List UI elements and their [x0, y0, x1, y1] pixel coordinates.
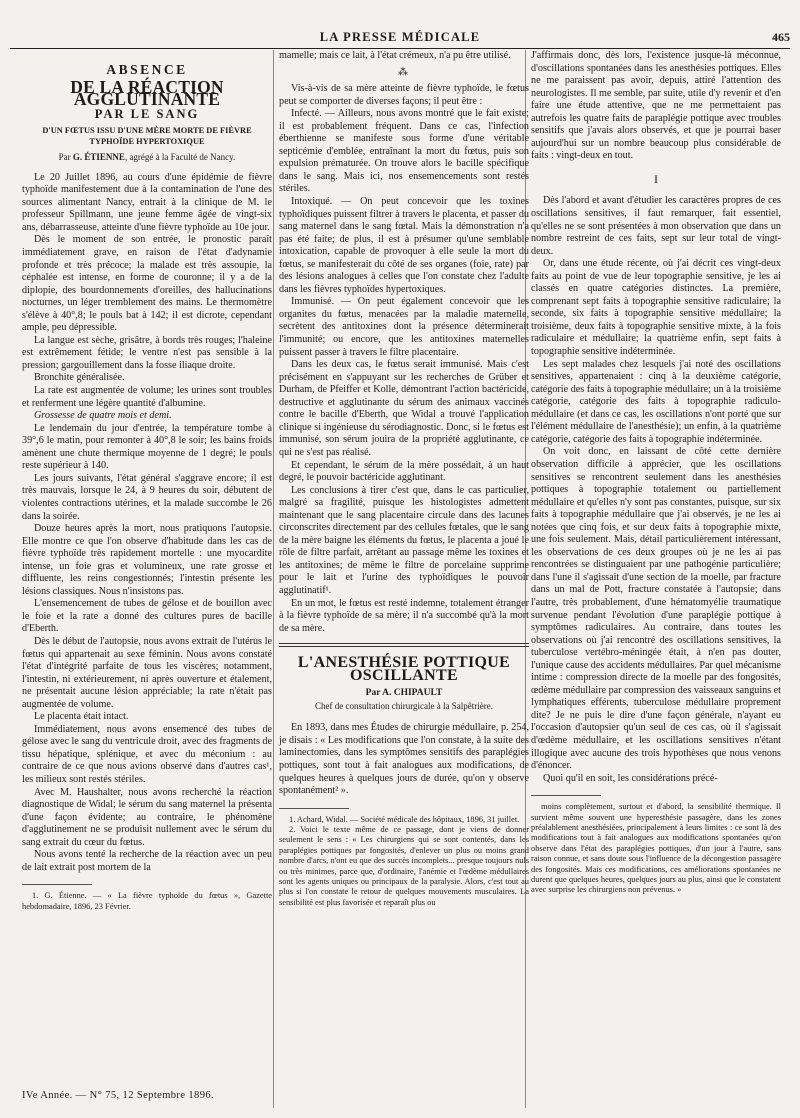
paragraph: Vis-à-vis de sa mère atteinte de fièvre typhoïde, le fœtus peut se comporter de diverses façons; il peut être : [279, 83, 529, 107]
footnote: moins complètement, surtout et d'abord, la sensibilité thermique. Il survient même souvent une hyperesthésie passagère, dans les zones préalablement anesthésiées, principalement à leurs limites : ce sont là des modifications tout à fait analogues aux modifications spontanées qu'on observe dans l'état des paraplégies pottiques, d'un jour à l'autre, sans raison connue, et sans doute sous l'influence de la décongestion passagère des fongosités. Mais ces modifications, ces améliorations spontanées ne durent que quelques heures, quelques jours au plus, ainsi que le constatent avec surprise les chirurgiens non prévenus. » [531, 802, 781, 895]
section-number: I [654, 171, 658, 186]
paragraph-immunise: Immunisé. — On peut également concevoir que les organites du fœtus, menacées par la maladie maternelle, secrètent des antitoxines dont la présence déterminerait l'immunité; ou encore, que les antitoxines maternelles puissent passer à travers le filtre placentaire. [279, 296, 529, 358]
paragraph: En 1893, dans mes Études de chirurgie médullaire, p. 254, je disais : « Les modifications que l'on constate, à la suite des laminectomies, dans les symptômes sensitifs des paraplégies pottiques, sont tout à fait analogues aux modifications, de quelques heures à quelques jours de durée, qu'on y observe spontanément² ». [279, 722, 529, 797]
paragraph: Et cependant, le sérum de la mère possédait, à un haut degré, le pouvoir bactéricide agglutinant. [279, 459, 529, 484]
footnote: 2. Voici le texte même de ce passage, dont je viens de donner seulement le sens : « Les chirurgiens qui se sont contentés, dans les paraplégies pottiques par fongosités, d'enlever un plus ou moins grand nombre d'arcs, n'ont eu que des succès incomplets... presque toujours nuls ou très minimes, parce que, d'ordinaire, l'anémie et l'œdème médullaires sont les agents uniques ou principaux de la paralysie. Alors, c'est tout au plus si l'on constate le retour de quelques mouvements musculaires. La sensibilité est plus favorisée et reparaît plus ou [279, 825, 529, 907]
footnote-rule [531, 795, 601, 796]
paragraph: Douze heures après la mort, nous pratiquons l'autopsie. Elle montre ce que l'on observe d'habitude dans les cas de fièvre typhoïde très rapidement mortelle : une myocardite intense, un foie gras et volumineux, une rate grosse et diffluente, les reins congestionnés; l'intestin présente les lésions classiques. Nous n'insistons pas. [22, 523, 272, 597]
column-2 [279, 50, 529, 908]
footnote-rule [279, 808, 349, 809]
issue-info: IVe Année. — N° 75, 12 Septembre 1896. [22, 1090, 215, 1101]
paragraph: Le lendemain du jour d'entrée, la température tombe à 39°,6 le matin, pour remonter à 40°,8 le soir; les bains froids amènent une chute thermique moyenne de 1 degré; le pouls reste supérieur à 140. [22, 422, 272, 472]
article2-title: L'ANESTHÉSIE POTTIQUE OSCILLANTE [297, 654, 511, 684]
paragraph: J'affirmais donc, dès lors, l'existence jusque-là méconnue, d'oscillations spontanées dans les anesthésies pottiques. Elles ne me paraissent pas avoir, depuis, attiré l'attention des neurologistes. Il me semble, par suite, utile d'y revenir et d'en faire une étude attentive, que ne me permettaient pas autrefois les quatre faits de paraplégie pottique avec troubles sensitifs que j'avais alors observés, et que je pourrai baser aujourd'hui sur un nombre beaucoup plus considérable de faits : vingt-deux en tout. [531, 50, 781, 162]
column-1 [22, 50, 272, 912]
article1-title-line2: DE LA RÉACTION AGGLUTINANTE [70, 76, 224, 110]
asterism-separator: ⁂ [398, 66, 410, 78]
paragraph: Dans les deux cas, le fœtus serait immunisé. Mais c'est précisément en s'appuyant sur les recherches de Grüber et Durham, de Pfeiffer et Kolle, démontrant l'action bactéricide, destructive et agglutinante du sérum des animaux vaccinés contre le bacille d'Eberth, que Widal a trouvé l'application clinique si ingénieuse du sérodiagnostic. Donc, si le fœtus est immunisé, son sérum jouira de la propriété agglutinante, ce qui ne s'est pas réalisé. [279, 359, 529, 458]
page-number: 465 [772, 30, 790, 44]
paragraph: Dès le moment de son entrée, le pronostic paraît immédiatement grave, en raison de l'état d'adynamie profonde et très précoce; la malade est très assoupie, la céphalée est intense, en forme de couronne; il y a de la diplopie, des bourdonnements d'oreilles, des hallucinations nocturnes, un léger tremblement des mains. Le thermomètre s'élève à 40°,8; le pouls bat à 142; il est dicrote, cependant ample, peu dépressible. [22, 234, 272, 334]
paragraph: Avec M. Haushalter, nous avons recherché la réaction diagnostique de Widal; le sérum du sang maternel la présenta d'une façon évidente; au contraire, le phénomène d'agglutinement ne se produisit nullement avec le sérum du sang extrait du cœur du fœtus. [22, 786, 272, 848]
issue-footer [22, 1090, 214, 1101]
paragraph: Quoi qu'il en soit, les considérations précé- [543, 772, 718, 784]
paragraph: On voit donc, en laissant de côté cette dernière observation difficile à apprécier, que les oscillations sensitives se rencontrent seulement dans les anesthésies pottiques à topographie totalement ou partiellement médullaire et qu'elles n'y sont pas constantes, puisque, sur six faits à topographie médullaire que j'ai observés, je ne les ai notées que cinq fois, et sur deux faits à topographie mixte, une fois seulement. Mais, détail particulièrement intéressant, les observations de ces deux groupes où je ne les ai pas rencontrées se distinguaient par une pathogénie particulière; dans l'une il s'agissait d'une section de la moelle, par fracture dans un mal de Pott, fracture constatée à l'autopsie; dans l'autre, très probablement, d'une hématomyélie traumatique survenue pendant l'évolution d'une paraplégie pottique à symptômes radiculaires. Au contraire, dans toutes les observations où j'ai rencontré des oscillations sensitives, la tuberculose vertébro-méningée était, à n'en pas douter, l'unique cause des accidents médullaires. Par quel mécanisme intime : compression directe de la moelle par des fongosités, œdème médullaire par compression des vaisseaux sanguins et lymphatiques efférents, tuberculose médullaire proprement dite? Je ne puis le dire d'une façon générale, n'ayant eu l'occasion d'autopsier qu'un seul de ces cas, où il s'agissait d'œdème médullaire, et les oscillations sensitives n'étant illogique avec aucune des trois hypothèses que nous venons d'énoncer. [531, 446, 781, 772]
paragraph-intoxique: Intoxiqué. — On peut concevoir que les toxines typhoïdiques puissent filtrer à travers le placenta, et passer du sang maternel dans le sang fœtal. Mais la démonstration n'a pas été faite; de plus, il est à présumer qu'une semblable intoxication, capable de provoquer à elle seule la mort du fœtus, se manifesterait du côté de ses organes (foie, rate) par des lésions analogues à celles que l'on constate chez l'adulte dans les fièvres typhoïdes hypertoxiques. [279, 196, 529, 295]
journal-title: LA PRESSE MÉDICALE [319, 30, 481, 44]
paragraph: Or, dans une étude récente, où j'ai décrit ces vingt-deux faits au point de vue de leur topographie sensitive, je les ai classés en quatre catégories distinctes. La première, comprenant sept faits à topographie sensitive radiculaire; la seconde, six faits à topographie sensitive médullaire; la troisième, deux faits à topographie sensitive mixte, à la fois radiculaire et médullaire; la quatrième enfin, sept faits à topographie sensitive indéterminée. [531, 258, 781, 358]
paragraph-infecte: Infecté. — Ailleurs, nous avons montré que le fait existe; il est probablement fréquent. Dans ce cas, l'infection éberthienne se manifeste sous forme d'une véritable septicémie d'emblée, entraînant la mort du fœtus, puis son expulsion prématurée. On trouve alors le bacille spécifique dans le sang. Mais ici, nos ensemencements sont restés stériles. [279, 108, 529, 195]
article1-title-line1: ABSENCE [106, 62, 188, 77]
byline-prefix: Par [58, 152, 71, 163]
article1-subtitle: D'UN FŒTUS ISSU D'UNE MÈRE MORTE DE FIÈVRE TYPHOÏDE HYPERTOXIQUE [42, 126, 252, 147]
paragraph: Le 20 Juillet 1896, au cours d'une épidémie de fièvre typhoïde manifestement due à la contamination de l'une des sources alimentant Nancy, entrait à la clinique de M. le professeur Spillmann, une jeune femme âgée de vingt-six ans, débarrasseuse, atteinte d'une fièvre typhoïde au 10e jour. [22, 171, 272, 233]
article2-byline: Par A. CHIPAULT [365, 688, 443, 699]
paragraph: En un mot, le fœtus est resté indemne, totalement étranger à la fièvre typhoïde de sa mère; il n'a succombé qu'à la mort de sa mère. [279, 597, 529, 634]
paragraph: Le placenta était intact. [34, 711, 129, 723]
paragraph: L'ensemencement de tubes de gélose et de bouillon avec le foie et la rate a donné des cultures pures de bacille d'Eberth. [22, 598, 272, 635]
article1-byline [22, 151, 272, 164]
paragraph: La rate est augmentée de volume; les urines sont troubles et renferment une légère quantité d'albumine. [22, 385, 272, 409]
paragraph: Immédiatement, nous avons ensemencé des tubes de gélose avec le sang du ventricule droit, avec des fragments de tissu hépatique, splénique, et avec du méconium : au contraire de ce que nous avions observé dans d'autres cas¹, les milieux sont restés stériles. [22, 723, 272, 785]
footnote: 1. G. Étienne. — « La fièvre typhoïde du fœtus », Gazette hebdomadaire, 1896, 23 Février. [22, 891, 272, 911]
paragraph: Les conclusions à tirer c'est que, dans le cas particulier, malgré sa fragilité, puisque les histologistes admettent maintenant que le sang placentaire circule dans des lacunes circonscrites directement par des cellules fœtales, que le sang de la mère baigne les éléments du fœtus, le placenta a joué le rôle de filtre parfait, arrêtant au passage même les toxines et les antitoxines; de même le filtre de porcelaine supprime pour le lait et l'urine des typhoïdiques le pouvoir agglutinatif¹. [279, 484, 529, 596]
header-rule [10, 48, 790, 49]
footnote-rule [22, 884, 92, 885]
footnote: 1. Achard, Widal. — Société médicale des hôpitaux, 1896, 31 juillet. [289, 814, 520, 824]
article1-title-line3: PAR LE SANG [94, 106, 200, 121]
paragraph: Bronchite généralisée. [34, 372, 125, 384]
article-separator [279, 643, 529, 647]
column-3 [531, 50, 781, 896]
paragraph: La langue est sèche, grisâtre, à bords très rouges; l'haleine est extrêmement fétide; le ventre n'est pas sensible à la pression; gargouillement dans la fosse iliaque droite. [22, 334, 272, 371]
column-divider [273, 50, 274, 1108]
paragraph: Les jours suivants, l'état général s'aggrave encore; il est très mauvais, lorsque le 24, à 9 heures du soir, débutent de violentes contractions utérines, et la malade succombe le 26 dans la soirée. [22, 472, 272, 522]
paragraph: Les sept malades chez lesquels j'ai noté des oscillations sensitives, appartenaient : cinq à la deuxième catégorie, catégorie des faits à topographie médullaire; un à la troisième catégorie, catégorie des faits à topographie radiculo-médullaire (et dans ce cas, les oscillations n'ont porté que sur l'élément médullaire de l'anesthésie); un enfin, à la quatrième catégorie, catégorie des faits à topographie indéterminée. [531, 358, 781, 445]
page-header [10, 4, 790, 44]
article1-author: G. ÉTIENNE [72, 152, 125, 163]
paragraph: Dès le début de l'autopsie, nous avons extrait de l'utérus le fœtus qui appartenait au sexe féminin. Nous avons constaté l'état d'intégrité parfaite de tous les viscères; notamment, l'intestin, ni extérieurement, ni après ouverture et étalement, ne présentait aucune lésion appréciable; la rate n'était pas augmentée de volume. [22, 635, 272, 710]
paragraph: Nous avons tenté la recherche de la réaction avec un peu de lait extrait post mortem de la [22, 849, 272, 873]
paragraph: Dès l'abord et avant d'étudier les caractères propres de ces oscillations sensitives, il faut remarquer, fait essentiel, qu'elles ne se sont présentées à mon observation que dans un nombre restreint de ces faits, sept sur leur total de vingt-deux. [531, 195, 781, 257]
pregnancy-note: Grossesse de quatre mois et demi. [34, 410, 172, 422]
article1-author-role: , agrégé à la Faculté de Nancy. [124, 152, 236, 163]
paragraph: mamelle; mais ce lait, à l'état crémeux, n'a pu être utilisé. [279, 50, 511, 61]
article2-author-role: Chef de consultation chirurgicale à la Salpêtrière. [314, 700, 493, 711]
